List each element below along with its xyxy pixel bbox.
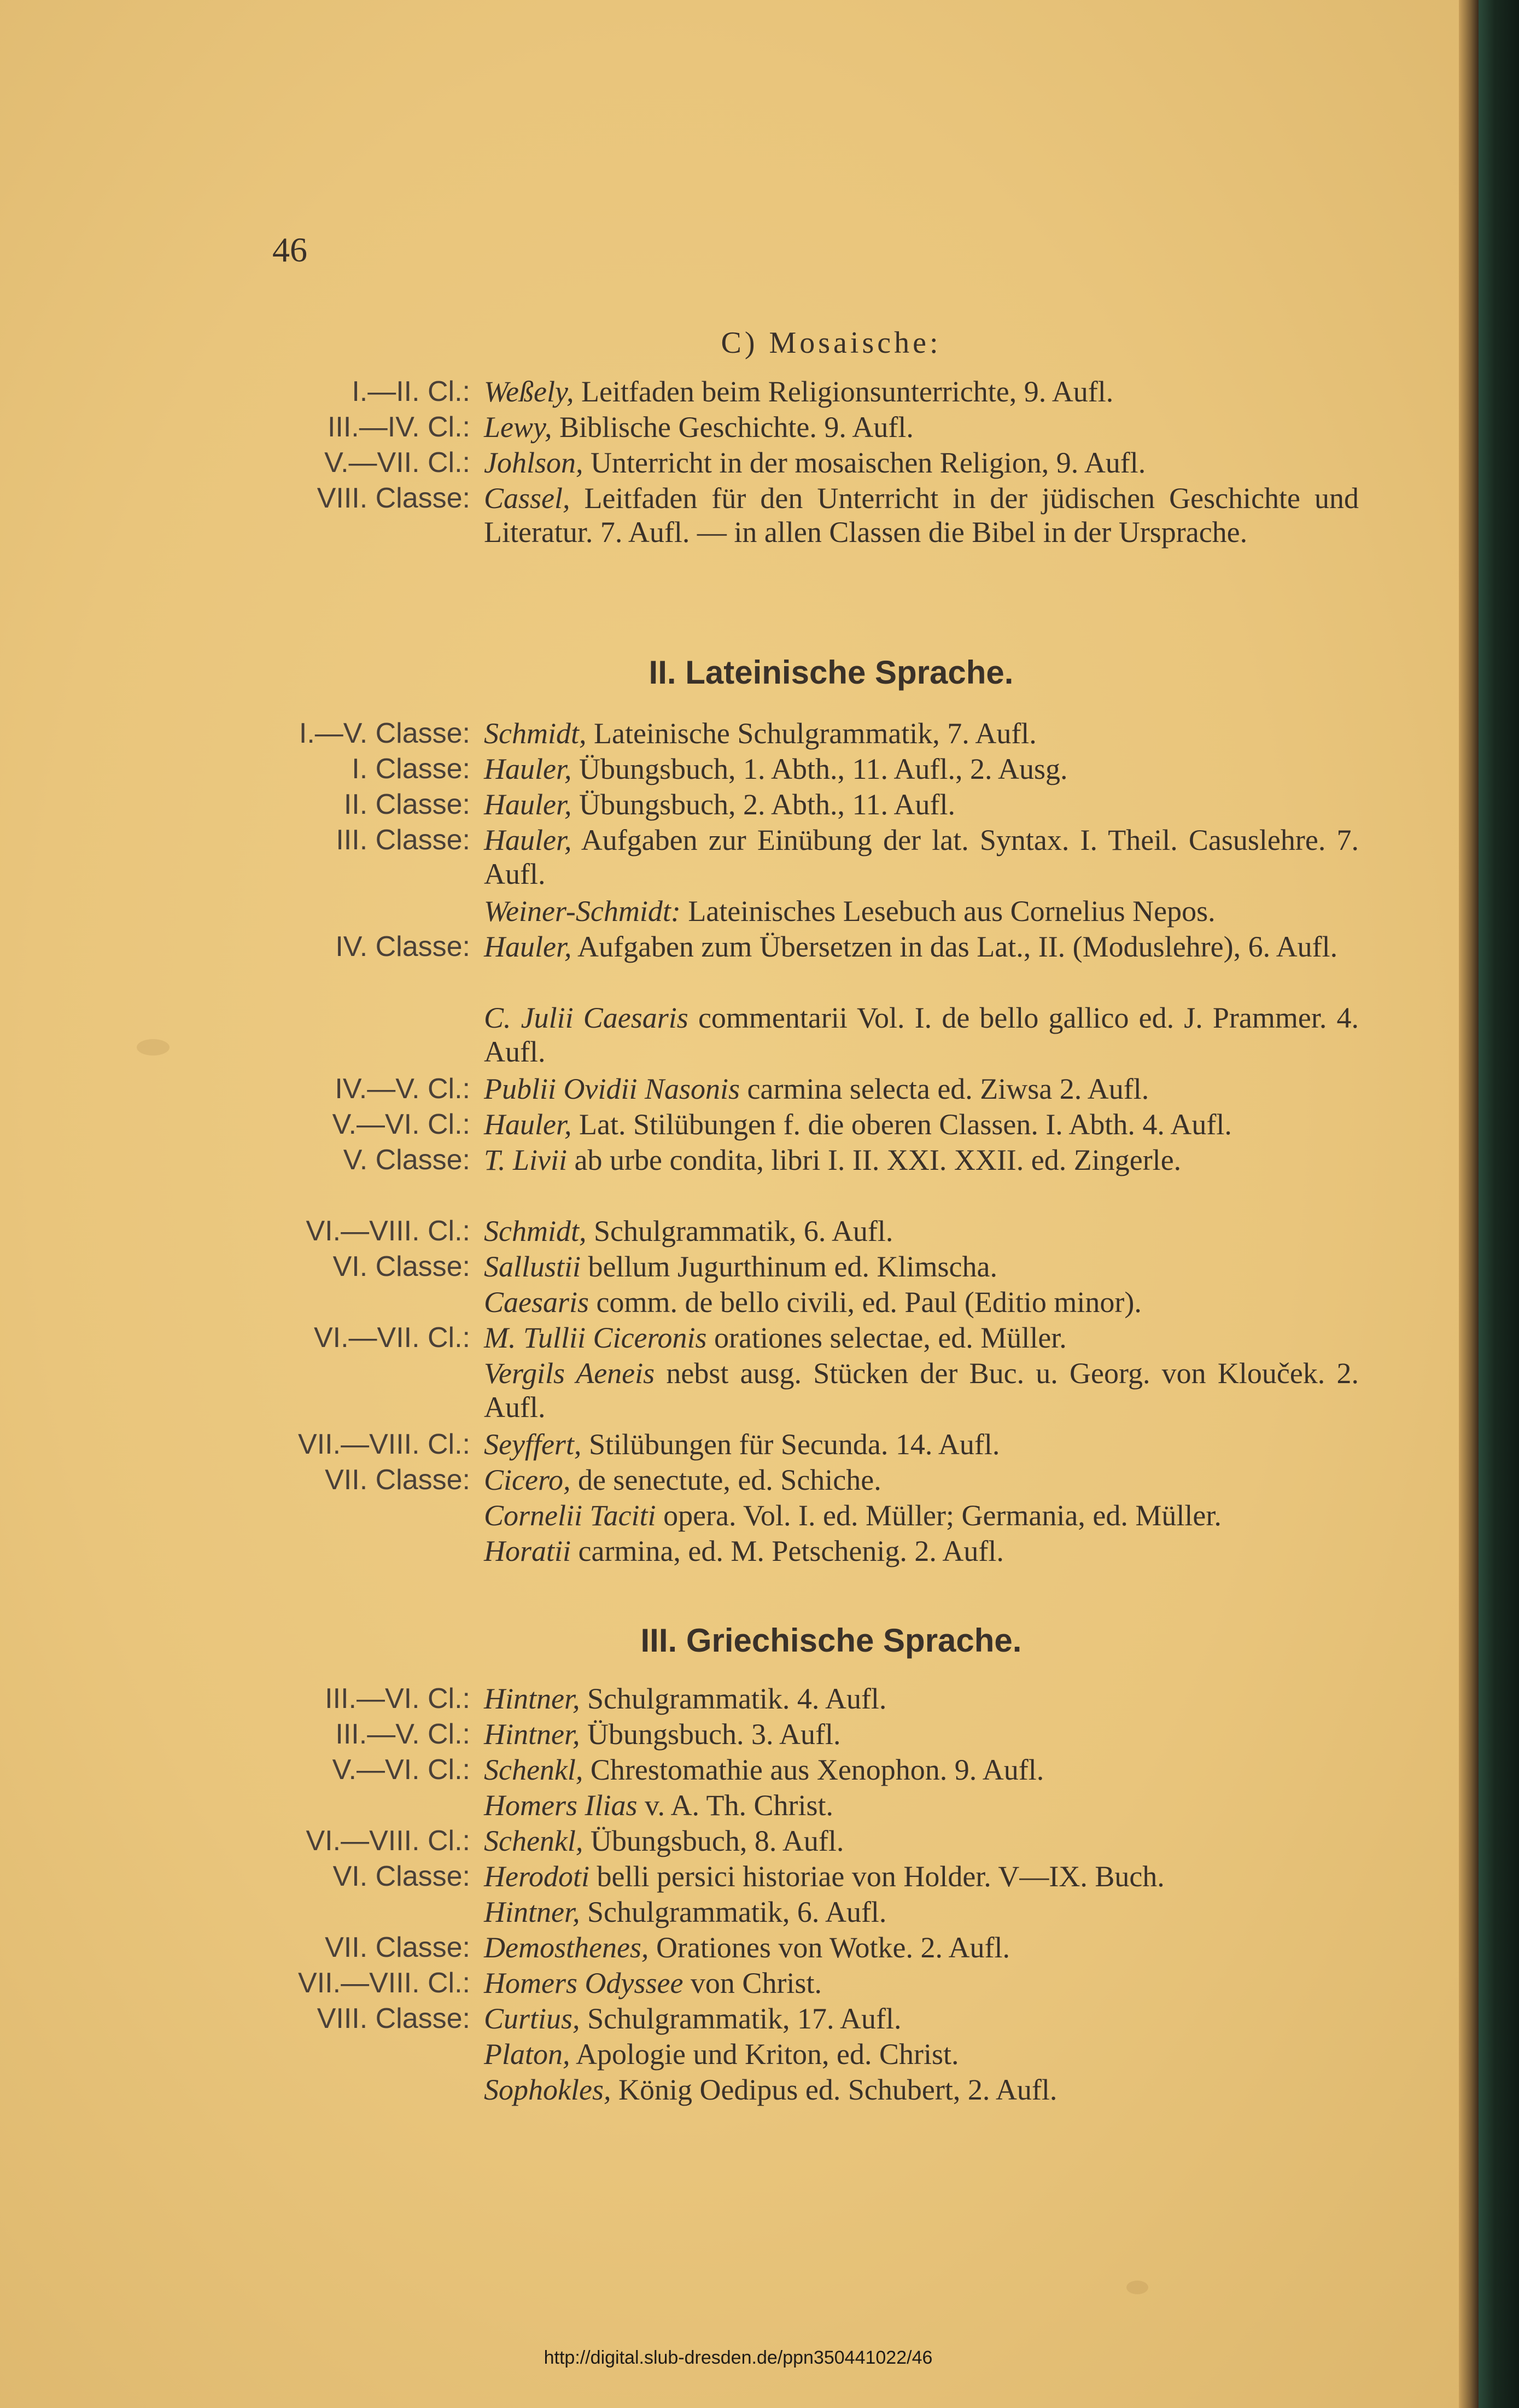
entry-text: [484, 1534, 1359, 1568]
entry-title: belli persici historiae von Holder. V—IX. Buch.: [589, 1860, 1165, 1893]
book-binding: [1479, 0, 1519, 2408]
entry-author: Vergils Aeneis: [484, 1357, 655, 1390]
entry-text: [484, 1859, 1359, 1893]
entry-author: Herodoti: [484, 1860, 589, 1893]
entry-title: Apologie und Kriton, ed. Christ.: [570, 2038, 959, 2071]
entry-text: [484, 1321, 1359, 1355]
entry-text: [484, 894, 1359, 928]
entry-title: Lat. Stilübungen f. die oberen Classen. I. Abth. 4. Aufl.: [571, 1108, 1232, 1141]
entry-title: Leitfaden beim Religionsunterrichte, 9. Aufl.: [574, 375, 1114, 408]
class-label: VII.—VIII. Cl.:: [298, 1429, 470, 1460]
entry-author: Homers Ilias: [484, 1789, 638, 1822]
entry-author: M. Tullii Ciceronis: [484, 1321, 707, 1354]
entry-author: Hintner,: [484, 1718, 580, 1751]
heading-griechisch: III. Griechische Sprache.: [640, 1622, 1022, 1659]
entry-title: König Oedipus ed. Schubert, 2. Aufl.: [611, 2073, 1058, 2106]
entry-text: [484, 716, 1359, 750]
entry-text: [484, 1717, 1359, 1751]
class-label: VI.—VII. Cl.:: [313, 1322, 470, 1354]
class-label: III. Classe:: [336, 824, 470, 856]
class-label: III.—VI. Cl.:: [325, 1683, 470, 1715]
class-label: VIII. Classe:: [317, 2003, 470, 2034]
entry-text: [484, 410, 1359, 444]
entry-title: Biblische Geschichte. 9. Aufl.: [552, 411, 914, 444]
class-label: I. Classe:: [352, 753, 470, 785]
paper-stain: [1126, 2281, 1148, 2294]
entry-title: Aufgaben zum Übersetzen in das Lat., II. (Moduslehre), 6. Aufl.: [571, 930, 1338, 963]
entry-text: [484, 1788, 1359, 1822]
class-label: I.—V. Classe:: [299, 718, 470, 749]
entry-author: Weiner-Schmidt:: [484, 895, 681, 928]
entry-text: [484, 1427, 1359, 1461]
entry-title: de senectute, ed. Schiche.: [570, 1464, 881, 1496]
entry-author: Lewy,: [484, 411, 552, 444]
page-edge: [1459, 0, 1479, 2408]
entry-title: opera. Vol. I. ed. Müller; Germania, ed. Müller.: [656, 1499, 1222, 1532]
entry-text: [484, 930, 1359, 964]
entry-title: von Christ.: [683, 1967, 822, 1999]
entry-author: Cornelii Taciti: [484, 1499, 656, 1532]
class-label: VI.—VIII. Cl.:: [306, 1825, 470, 1857]
entry-title: Stilübungen für Secunda. 14. Aufl.: [581, 1428, 1000, 1461]
entry-title: Orationes von Wotke. 2. Aufl.: [649, 1931, 1010, 1964]
entry-title: Übungsbuch, 8. Aufl.: [583, 1824, 844, 1857]
entry-author: Seyffert,: [484, 1428, 582, 1461]
entry-title: Schulgrammatik, 6. Aufl.: [580, 1896, 887, 1928]
entry-text: [484, 2073, 1359, 2107]
entry-text: [484, 1107, 1359, 1141]
entry-text: [484, 1214, 1359, 1248]
class-label: VI. Classe:: [332, 1861, 470, 1892]
entry-title: carmina, ed. M. Petschenig. 2. Aufl.: [571, 1535, 1004, 1567]
entry-author: T. Livii: [484, 1144, 568, 1176]
entry-text: [484, 1143, 1359, 1177]
page-number: 46: [272, 230, 307, 269]
entry-text: [484, 1356, 1359, 1424]
source-url: http://digital.slub-dresden.de/ppn350441022/46: [544, 2347, 933, 2368]
entry-title: Übungsbuch, 1. Abth., 11. Aufl., 2. Ausg.: [571, 753, 1068, 785]
class-label: VI.—VIII. Cl.:: [306, 1215, 470, 1247]
entry-author: Horatii: [484, 1535, 571, 1567]
entry-title: orationes selectae, ed. Müller.: [706, 1321, 1067, 1354]
entry-author: Sophokles,: [484, 2073, 611, 2106]
heading-latein: II. Lateinische Sprache.: [649, 654, 1014, 691]
entry-text: [484, 446, 1359, 480]
entry-title: carmina selecta ed. Ziwsa 2. Aufl.: [740, 1072, 1149, 1105]
entry-title: Schulgrammatik. 4. Aufl.: [580, 1682, 887, 1715]
entry-text: [484, 1753, 1359, 1787]
entry-title: ab urbe condita, libri I. II. XXI. XXII. ed. Zingerle.: [567, 1144, 1182, 1176]
entry-author: Schenkl,: [484, 1824, 583, 1857]
entry-title: Lateinisches Lesebuch aus Cornelius Nepos.: [680, 895, 1216, 928]
entry-author: Hauler,: [484, 824, 572, 856]
entry-text: [484, 1285, 1359, 1319]
class-label: VI. Classe:: [332, 1251, 470, 1282]
entry-title: Leitfaden für den Unterricht in der jüdischen Geschichte und Literatur. 7. Aufl. — in allen Classen die Bibel in der Ursprache.: [484, 482, 1359, 549]
entry-author: Schmidt,: [484, 1215, 587, 1247]
class-label: III.—V. Cl.:: [335, 1718, 470, 1750]
entry-title: v. A. Th. Christ.: [637, 1789, 834, 1822]
entry-title: Übungsbuch, 2. Abth., 11. Aufl.: [571, 788, 955, 821]
entry-author: Hintner,: [484, 1896, 580, 1928]
entry-title: commentarii Vol. I. de bello gallico ed. J. Prammer. 4. Aufl.: [484, 1001, 1359, 1068]
entry-title: nebst ausg. Stücken der Buc. u. Georg. von Klouček. 2. Aufl.: [484, 1357, 1359, 1424]
entry-title: Unterricht in der mosaischen Religion, 9. Aufl.: [583, 446, 1146, 479]
entry-author: Cassel,: [484, 482, 570, 515]
entry-author: Platon,: [484, 2038, 570, 2071]
entry-author: Schmidt,: [484, 717, 587, 750]
entry-text: [484, 1895, 1359, 1929]
class-label: VII.—VIII. Cl.:: [298, 1967, 470, 1999]
entry-author: Hintner,: [484, 1682, 580, 1715]
class-label: I.—II. Cl.:: [352, 376, 470, 407]
entry-author: Hauler,: [484, 1108, 572, 1141]
entry-author: Johlson,: [484, 446, 583, 479]
entry-author: Homers Odyssee: [484, 1967, 683, 1999]
class-label: V.—VI. Cl.:: [332, 1109, 470, 1140]
entry-title: Lateinische Schulgrammatik, 7. Aufl.: [586, 717, 1037, 750]
entry-author: Caesaris: [484, 1286, 589, 1319]
entry-author: Demosthenes,: [484, 1931, 649, 1964]
entry-title: Chrestomathie aus Xenophon. 9. Aufl.: [583, 1753, 1044, 1786]
entry-author: C. Julii Caesaris: [484, 1001, 688, 1034]
entry-author: Weßely,: [484, 375, 574, 408]
entry-text: [484, 823, 1359, 891]
class-label: VII. Classe:: [325, 1464, 470, 1496]
entry-text: [484, 1966, 1359, 2000]
entry-text: [484, 1682, 1359, 1716]
entry-author: Sallustii: [484, 1250, 581, 1283]
entry-text: [484, 2002, 1359, 2036]
entry-text: [484, 1463, 1359, 1497]
paper-stain: [137, 1039, 170, 1056]
entry-text: [484, 1072, 1359, 1106]
entry-author: Hauler,: [484, 788, 572, 821]
entry-title: Schulgrammatik, 17. Aufl.: [580, 2002, 902, 2035]
entry-title: Schulgrammatik, 6. Aufl.: [586, 1215, 893, 1247]
entry-text: [484, 375, 1359, 409]
entry-title: Übungsbuch. 3. Aufl.: [580, 1718, 841, 1751]
heading-mosaische: C) Mosaische:: [721, 326, 942, 360]
class-label: V.—VI. Cl.:: [332, 1754, 470, 1786]
entry-title: comm. de bello civili, ed. Paul (Editio minor).: [589, 1286, 1142, 1319]
class-label: IV. Classe:: [335, 931, 470, 963]
entry-text: [484, 752, 1359, 786]
entry-title: Aufgaben zur Einübung der lat. Syntax. I. Theil. Casuslehre. 7. Aufl.: [484, 824, 1359, 890]
entry-author: Publii Ovidii Nasonis: [484, 1072, 740, 1105]
entry-text: [484, 2037, 1359, 2071]
entry-author: Cicero,: [484, 1464, 571, 1496]
class-label: VIII. Classe:: [317, 482, 470, 514]
entry-author: Curtius,: [484, 2002, 580, 2035]
class-label: II. Classe:: [343, 789, 470, 820]
entry-text: [484, 1499, 1359, 1532]
entry-author: Hauler,: [484, 753, 572, 785]
class-label: V.—VII. Cl.:: [324, 447, 470, 479]
class-label: III.—IV. Cl.:: [327, 411, 470, 443]
entry-text: [484, 481, 1359, 549]
entry-text: [484, 788, 1359, 821]
entry-text: [484, 1931, 1359, 1964]
class-label: VII. Classe:: [325, 1932, 470, 1963]
entry-text: [484, 1824, 1359, 1858]
entry-author: Hauler,: [484, 930, 572, 963]
class-label: V. Classe:: [343, 1144, 470, 1176]
entry-author: Schenkl,: [484, 1753, 583, 1786]
entry-text: [484, 1001, 1359, 1069]
class-label: IV.—V. Cl.:: [335, 1073, 470, 1105]
entry-text: [484, 1250, 1359, 1284]
entry-title: bellum Jugurthinum ed. Klimscha.: [581, 1250, 997, 1283]
